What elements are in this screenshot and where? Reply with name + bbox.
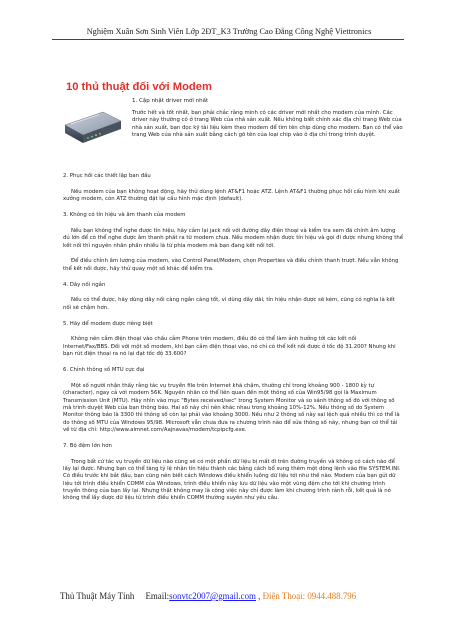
footer-email-label: Email: <box>145 591 170 601</box>
article-title: 10 thủ thuật đối với Modem <box>66 81 212 93</box>
page-footer <box>60 591 356 601</box>
header-divider <box>52 39 404 40</box>
footer-phone: 0944.488.796 <box>307 591 357 601</box>
footer-label: Thủ Thuật Máy Tính <box>60 591 135 601</box>
section-paragraph: Trước hết và tốt nhất, bạn phải chắc rằng mình có các driver mới nhất cho modem của mình. Các driver này thường có ở trang Web của nhà sản xuất. Nếu không biết chính xác địa chỉ trang Web của nhà sản xuất, bạn đọc kỹ tài liệu kèm theo modem để tìm tên chip dùng cho modem. Bạn có thể vào trang Web của nhà sản xuất bằng cách gõ tên của loại chip vào ô địa chỉ trong trình duyệt. <box>132 110 403 139</box>
article-body <box>63 173 403 503</box>
section-heading: 5. Hãy để modem được riêng biệt <box>63 320 153 327</box>
page-header: Nghiệm Xuân Sơn Sinh Viên Lớp 2ĐT_K3 Trường Cao Đẳng Công Nghệ Viettronics <box>86 27 372 36</box>
section-heading: 6. Chỉnh thông số MTU cực đại <box>63 367 145 373</box>
section-heading: 4. Dây nối ngắn <box>63 281 106 288</box>
section-paragraph: Trong bất cứ tác vụ truyền dữ liệu nào cũng sẽ có một phần dữ liệu bị mất đi trên đường truyền và không có cách nào để lấy lại được. Nhưng bạn có thể tăng tỷ lệ nhận tín hiệu thành các bằng cách bổ sung thêm một dòng lệnh vào file SYSTEM.INI. Có điều trước khi bắt đầu, bạn cũng nên biết cách Windows điều khiển luồng dữ liệu tới như thế nào. Modem của bạn gửi dữ liệu tới trình điều khiển COMM của Windows, trình điều khiển này lưu dữ liệu vào một vùng đệm cho tới khi chương trình truyền thông của bạn lấy lại. Nhưng thật không may là công việc này chỉ được làm khi chương trình rảnh rỗi, kết quả là nó không thể lấy được dữ liệu từ trình điều khiển COMM thường xuyên như yêu cầu. <box>63 458 401 502</box>
footer-phone-label: Điện Thoại: <box>262 591 306 601</box>
footer-separator: , <box>255 591 263 601</box>
section-paragraph: Để điều chỉnh âm lượng của modem, vào Control Panel/Modem, chọn Properties và điều chỉnh thanh trượt. Nếu vẫn không thể kết nối được, hãy thử quay một số khác để kiểm tra. <box>63 258 399 272</box>
section-heading: 3. Không có tín hiệu và âm thanh của modem <box>63 212 186 219</box>
section-heading: 2. Phục hồi các thiết lập ban đầu <box>63 173 151 179</box>
section-paragraph: Nếu modem của bạn không hoạt động, hãy thử dùng lệnh AT&F1 hoặc ATZ. Lệnh AT&F1 thường phục hồi cấu hình khi xuất xưởng modem, còn ATZ thường đặt lại cấu hình mặc định (default). <box>63 188 400 203</box>
modem-device-icon <box>63 103 123 149</box>
section-paragraph: Một số người nhận thấy rằng tác vụ truyền file trên Internet khá chậm, thường chỉ trong khoảng 900 - 1800 kỳ tự (character), ngay cả với modem 56K. Nguyên nhân có thể liên quan đến một thông số của Win95/98 gọi là Maximum Transmission Unit (MTU). Hãy nhìn vào mục "Bytes received/sec" trong System Monitor và so sánh thông số đó với thông số mà trình duyệt Web của bạn thông báo. Hai số này chỉ nên khác nhau trong khoảng 10%-12%. Nếu thông số do System Monitor thông báo là 3300 thì thông số còn lại phải vào khoảng 3000. Nếu như 2 thông số này sai lệch quá nhiều thì có thể là do thông số MTU của Windows 95/98. Microsoft vẫn chưa đưa ra chương trình nào để sửa thông số này, nhưng bạn có thể tải về từ địa chỉ: http://www.aimnet.com/Aajnavas/modem/tcpipcfg.exe. <box>63 382 400 433</box>
section-heading: 7. Bộ đệm lớn hơn <box>63 442 112 449</box>
email-link[interactable]: sonvtc2007@gmail.com <box>169 591 256 601</box>
section-paragraph: Nếu bạn không thể nghe được tín hiệu, hãy cắm lại jack nối với đường dây điện thoại và kiểm tra xem đã chính âm lượng đủ lớn để có thể nghe được âm thanh phát ra từ modem chưa. Nếu modem nhận được tín hiệu và gọi đi được nhưng không thể kết nối thì nguyên nhân phần nhiều là từ phía modem mà bạn đang kết nối tới. <box>63 227 403 249</box>
section-heading: 1. Cập nhật driver mới nhất <box>132 98 209 104</box>
section-paragraph: Nếu có thể được, hãy dùng dây nối càng ngắn càng tốt, vì dùng dây dài, tín hiệu nhận được sẽ kém, cũng có nghĩa là kết nối sẽ chậm hơn. <box>63 297 395 311</box>
section-paragraph: Không nên cắm điện thoại vào chấu cắm Phone trên modem, điều đó có thể làm ảnh hưởng tới các kết nối Internet/Fax/BBS. Đối với một số modem, khi bạn cắm điện thoại vào, nó chỉ có thể kết nối được ở tốc độ 31.200? Nhưng khi bạn rút điện thoại ra nó lại đạt tốc độ 33.600? <box>63 336 396 358</box>
